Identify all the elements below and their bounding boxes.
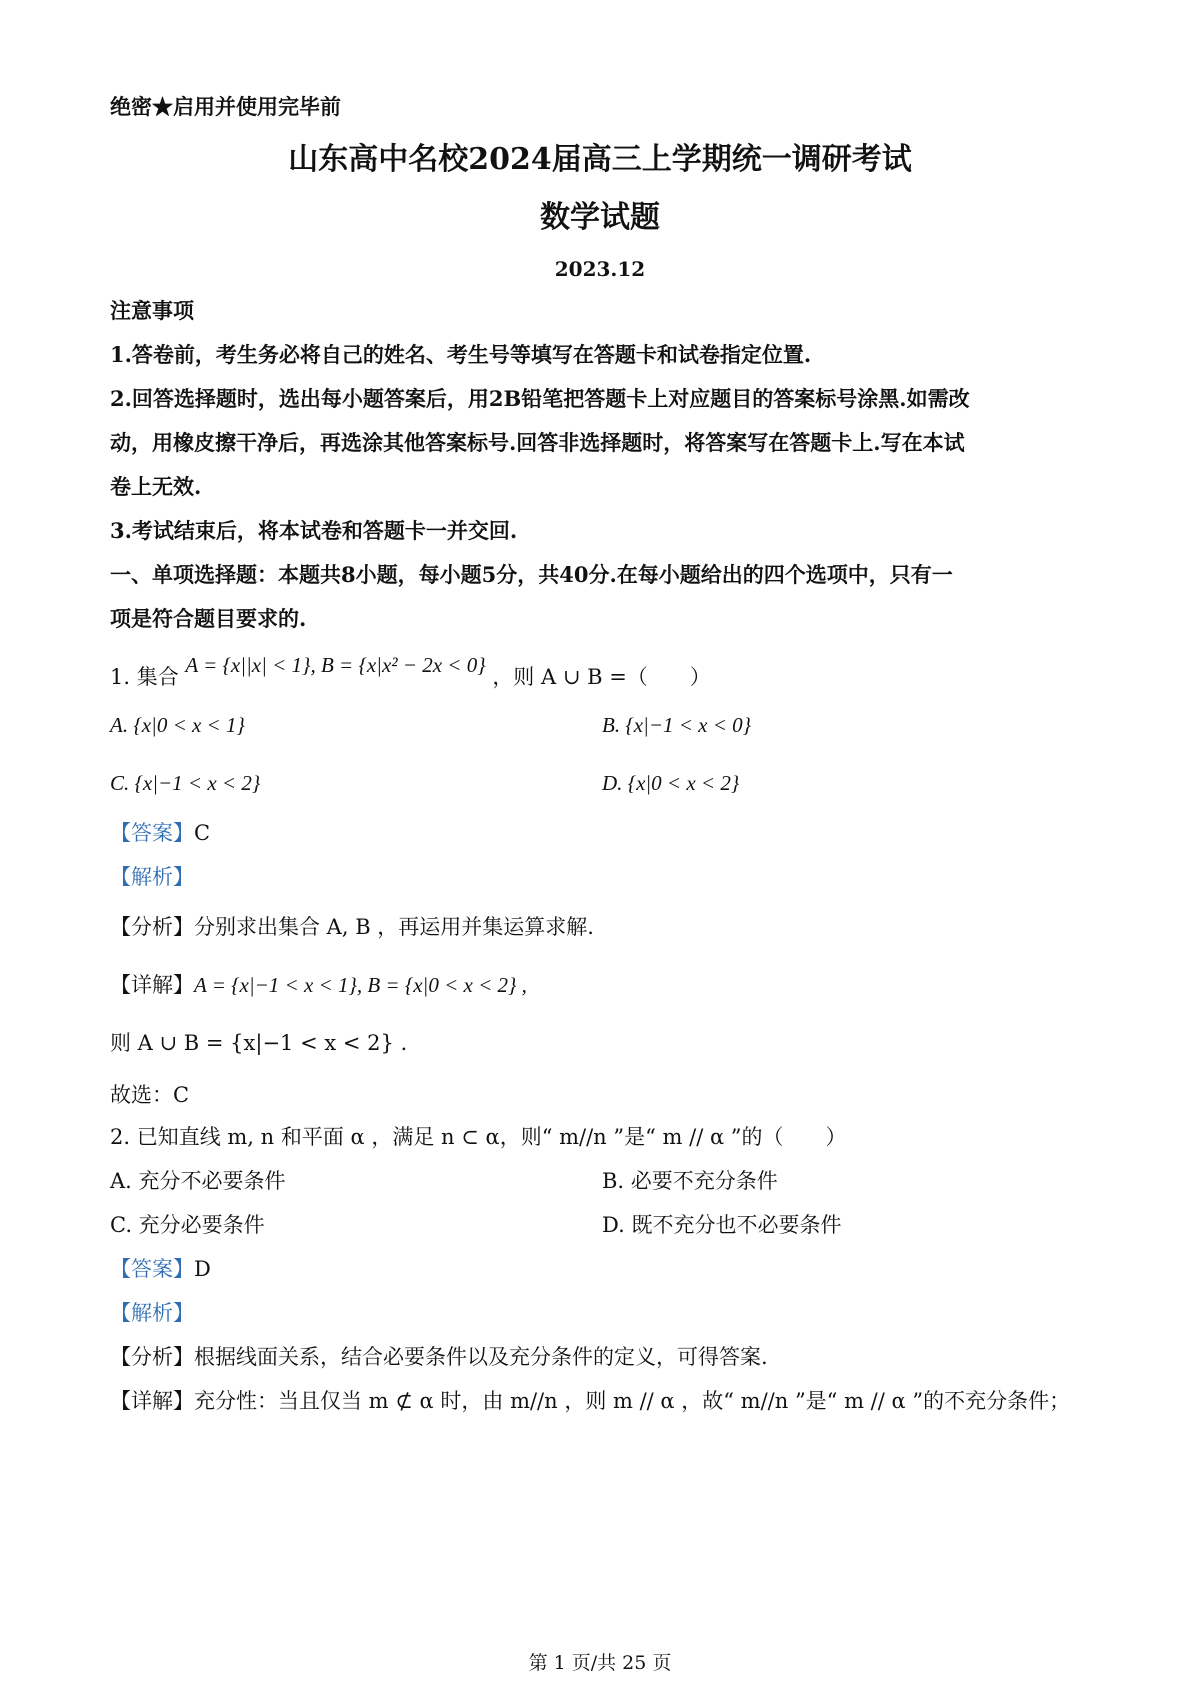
q1-suffix: ，则 A ∪ B =（ ） — [492, 665, 711, 689]
q2-stem: 2. 已知直线 m, n 和平面 α ，满足 n ⊂ α，则“ m//n ”是“ m // α ”的（ ） — [110, 1125, 847, 1149]
q1-xiangjie-text: A = {x|−1 < x < 1}, B = {x|0 < x < 2} , — [194, 973, 527, 997]
q2-answer: D — [194, 1257, 211, 1281]
q2-option-a: A. 充分不必要条件 — [110, 1169, 286, 1193]
q1-prefix: 1. 集合 — [110, 665, 179, 689]
q1-union-result: 则 A ∪ B = {x|−1 < x < 2} . — [110, 1031, 408, 1055]
q2-analysis-tag: 【解析】 — [110, 1301, 194, 1325]
q1-option-d: D. {x|0 < x < 2} — [602, 771, 740, 795]
q1-analysis-tag: 【解析】 — [110, 865, 194, 889]
q2-fenxi-text: 根据线面关系，结合必要条件以及充分条件的定义，可得答案. — [194, 1345, 768, 1369]
section-1-line1: 一、单项选择题：本题共8小题，每小题5分，共40分.在每小题给出的四个选项中，只有一 — [110, 562, 953, 587]
fenxi-tag: 【分析】 — [110, 1345, 194, 1369]
q2-xiangjie-text: 充分性：当且仅当 m ⊄ α 时，由 m//n ，则 m // α ，故“ m//n ”是“ m // α ”的不充分条件； — [194, 1389, 1071, 1413]
note-item-2-line2: 动，用橡皮擦干净后，再选涂其他答案标号.回答非选择题时，将答案写在答题卡上.写在本试 — [110, 430, 965, 455]
q1-fenxi — [110, 912, 594, 942]
exam-date: 2023.12 — [554, 257, 646, 281]
q2-option-d: D. 既不充分也不必要条件 — [602, 1213, 842, 1237]
notes-heading: 注意事项 — [110, 298, 194, 323]
q1-choose: 故选：C — [110, 1083, 190, 1107]
q1-stem — [110, 653, 711, 692]
q1-option-a: A. {x|0 < x < 1} — [110, 713, 245, 737]
q1-answer: C — [194, 821, 211, 845]
note-item-3: 3.考试结束后，将本试卷和答题卡一并交回. — [110, 518, 518, 543]
xiangjie-tag: 【详解】 — [110, 973, 194, 997]
page-footer: 第 1 页/共 25 页 — [528, 1652, 672, 1674]
q1-xiangjie — [110, 970, 527, 1000]
note-item-2-line3: 卷上无效. — [110, 474, 202, 499]
q1-option-b: B. {x|−1 < x < 0} — [602, 713, 752, 737]
answer-tag: 【答案】 — [110, 821, 194, 845]
q1-answer-line — [110, 818, 210, 848]
xiangjie-tag: 【详解】 — [110, 1389, 194, 1413]
q1-fenxi-text: 分别求出集合 A, B ，再运用并集运算求解. — [194, 915, 594, 939]
note-item-2-line1: 2.回答选择题时，选出每小题答案后，用2B铅笔把答题卡上对应题目的答案标号涂黑.如需改 — [110, 386, 970, 411]
subject-title: 数学试题 — [540, 200, 660, 235]
q1-set-expression: A = {x||x| < 1}, B = {x|x² − 2x < 0} — [185, 653, 486, 677]
q2-option-c: C. 充分必要条件 — [110, 1213, 265, 1237]
note-item-1: 1.答卷前，考生务必将自己的姓名、考生号等填写在答题卡和试卷指定位置. — [110, 342, 812, 367]
section-1-line2: 项是符合题目要求的. — [110, 606, 307, 631]
q2-option-b: B. 必要不充分条件 — [602, 1169, 778, 1193]
q1-option-c: C. {x|−1 < x < 2} — [110, 771, 261, 795]
q2-fenxi — [110, 1342, 768, 1372]
q2-xiangjie — [110, 1386, 1070, 1416]
fenxi-tag: 【分析】 — [110, 915, 194, 939]
exam-title: 山东高中名校2024届高三上学期统一调研考试 — [288, 142, 912, 177]
q2-answer-line — [110, 1254, 211, 1284]
answer-tag: 【答案】 — [110, 1257, 194, 1281]
secret-label: 绝密★启用并使用完毕前 — [110, 94, 341, 119]
